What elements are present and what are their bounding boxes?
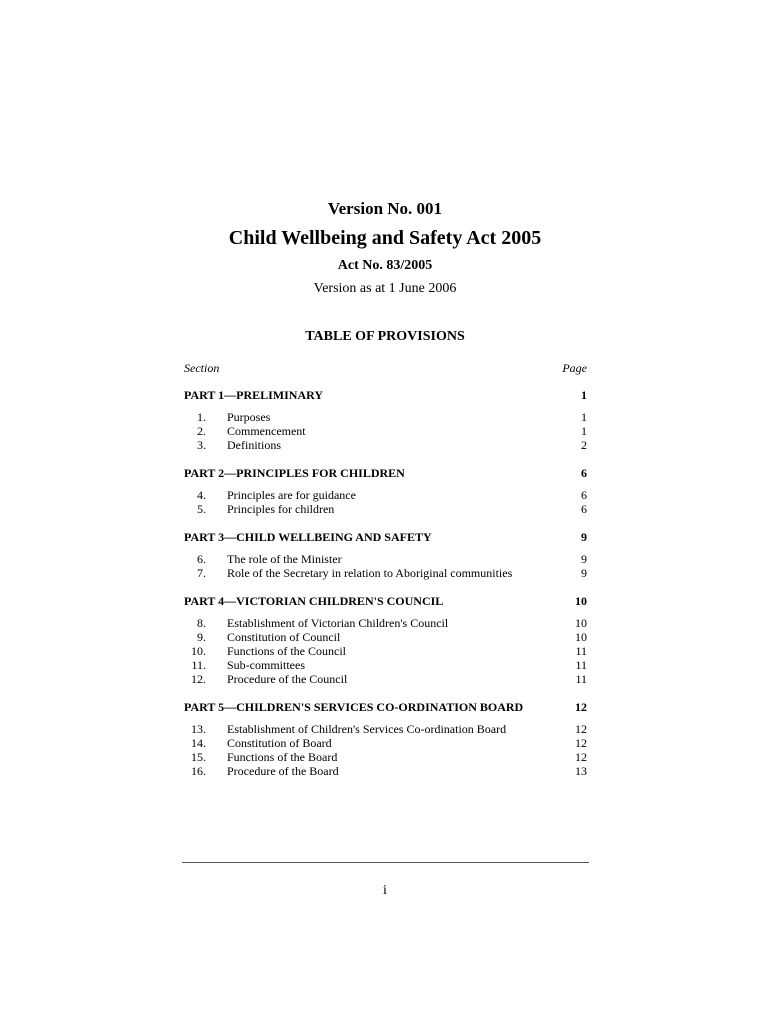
version-number: Version No. 001: [327, 199, 443, 218]
toc-part-entry[interactable]: [184, 594, 587, 608]
section-number: 7.: [197, 566, 206, 580]
section-title: Establishment of Children's Services Co-ordination Board: [227, 722, 507, 736]
toc-section-entry[interactable]: [184, 658, 587, 672]
section-page-number: 1: [581, 410, 587, 424]
section-number: 2.: [197, 424, 206, 438]
toc-section-entry[interactable]: [184, 736, 587, 750]
section-page-number: 1: [581, 424, 587, 438]
section-page-number: 10: [575, 630, 587, 644]
section-title: Functions of the Board: [227, 750, 338, 764]
section-number: 14.: [191, 736, 206, 750]
section-column-label: Section: [184, 361, 220, 375]
section-page-number: 9: [581, 566, 587, 580]
part-page-number: 1: [581, 388, 587, 402]
part-page-number: 12: [575, 700, 587, 714]
section-page-number: 6: [581, 488, 587, 502]
toc-section-entry[interactable]: [184, 438, 587, 452]
toc-part-group: [184, 530, 587, 580]
section-page-number: 11: [575, 672, 587, 686]
section-number: 16.: [191, 764, 206, 778]
toc-section-entry[interactable]: [184, 410, 587, 424]
section-title: Functions of the Council: [227, 644, 346, 658]
part-title: PART 3—CHILD WELLBEING AND SAFETY: [184, 530, 432, 544]
toc-part-group: [184, 594, 587, 686]
section-page-number: 13: [575, 764, 587, 778]
toc-section-entry[interactable]: [184, 502, 587, 516]
section-page-number: 12: [575, 736, 587, 750]
section-number: 12.: [191, 672, 206, 686]
section-page-number: 9: [581, 552, 587, 566]
section-title: Constitution of Board: [227, 736, 332, 750]
toc-section-entry[interactable]: [184, 750, 587, 764]
part-page-number: 10: [575, 594, 587, 608]
part-title: PART 2—PRINCIPLES FOR CHILDREN: [184, 466, 405, 480]
toc-section-entry[interactable]: [184, 424, 587, 438]
page-number: i: [383, 883, 387, 898]
section-title: Definitions: [227, 438, 281, 452]
toc-heading: TABLE OF PROVISIONS: [305, 329, 465, 344]
section-title: Procedure of the Board: [227, 764, 339, 778]
section-number: 6.: [197, 552, 206, 566]
toc-part-group: [184, 466, 587, 516]
act-number: Act No. 83/2005: [337, 258, 433, 273]
section-page-number: 12: [575, 750, 587, 764]
toc-section-entry[interactable]: [184, 630, 587, 644]
part-title: PART 4—VICTORIAN CHILDREN'S COUNCIL: [184, 594, 444, 608]
section-page-number: 11: [575, 658, 587, 672]
part-title: PART 1—PRELIMINARY: [184, 388, 324, 402]
toc-section-entry[interactable]: [184, 672, 587, 686]
section-page-number: 11: [575, 644, 587, 658]
section-page-number: 6: [581, 502, 587, 516]
toc-column-headers: [184, 361, 587, 376]
section-title: Sub-committees: [227, 658, 305, 672]
version-date: Version as at 1 June 2006: [313, 281, 457, 296]
table-of-provisions: [184, 388, 587, 792]
part-page-number: 9: [581, 530, 587, 544]
toc-part-group: [184, 700, 587, 778]
part-page-number: 6: [581, 466, 587, 480]
section-number: 10.: [191, 644, 206, 658]
section-title: Principles for children: [227, 502, 335, 516]
section-number: 1.: [197, 410, 206, 424]
section-title: Establishment of Victorian Children's Council: [227, 616, 449, 630]
part-title: PART 5—CHILDREN'S SERVICES CO-ORDINATION BOARD: [184, 700, 524, 714]
section-number: 3.: [197, 438, 206, 452]
toc-section-entry[interactable]: [184, 552, 587, 566]
section-page-number: 12: [575, 722, 587, 736]
section-title: Constitution of Council: [227, 630, 341, 644]
section-number: 5.: [197, 502, 206, 516]
section-page-number: 2: [581, 438, 587, 452]
toc-section-entry[interactable]: [184, 764, 587, 778]
page-column-label: Page: [562, 361, 587, 375]
toc-part-group: [184, 388, 587, 452]
section-number: 15.: [191, 750, 206, 764]
toc-part-entry[interactable]: [184, 388, 587, 402]
section-title: Role of the Secretary in relation to Aboriginal communities: [227, 566, 513, 580]
toc-section-entry[interactable]: [184, 566, 587, 580]
section-title: Commencement: [227, 424, 306, 438]
toc-section-entry[interactable]: [184, 616, 587, 630]
section-title: Purposes: [227, 410, 271, 424]
section-number: 13.: [191, 722, 206, 736]
section-number: 4.: [197, 488, 206, 502]
act-title: Child Wellbeing and Safety Act 2005: [228, 227, 542, 249]
section-page-number: 10: [575, 616, 587, 630]
toc-part-entry[interactable]: [184, 466, 587, 480]
footer-divider: [182, 862, 589, 863]
toc-section-entry[interactable]: [184, 644, 587, 658]
section-title: The role of the Minister: [227, 552, 342, 566]
toc-part-entry[interactable]: [184, 530, 587, 544]
toc-part-entry[interactable]: [184, 700, 587, 714]
section-title: Procedure of the Council: [227, 672, 348, 686]
section-title: Principles are for guidance: [227, 488, 356, 502]
section-number: 9.: [197, 630, 206, 644]
section-number: 8.: [197, 616, 206, 630]
toc-section-entry[interactable]: [184, 722, 587, 736]
toc-section-entry[interactable]: [184, 488, 587, 502]
section-number: 11.: [191, 658, 206, 672]
